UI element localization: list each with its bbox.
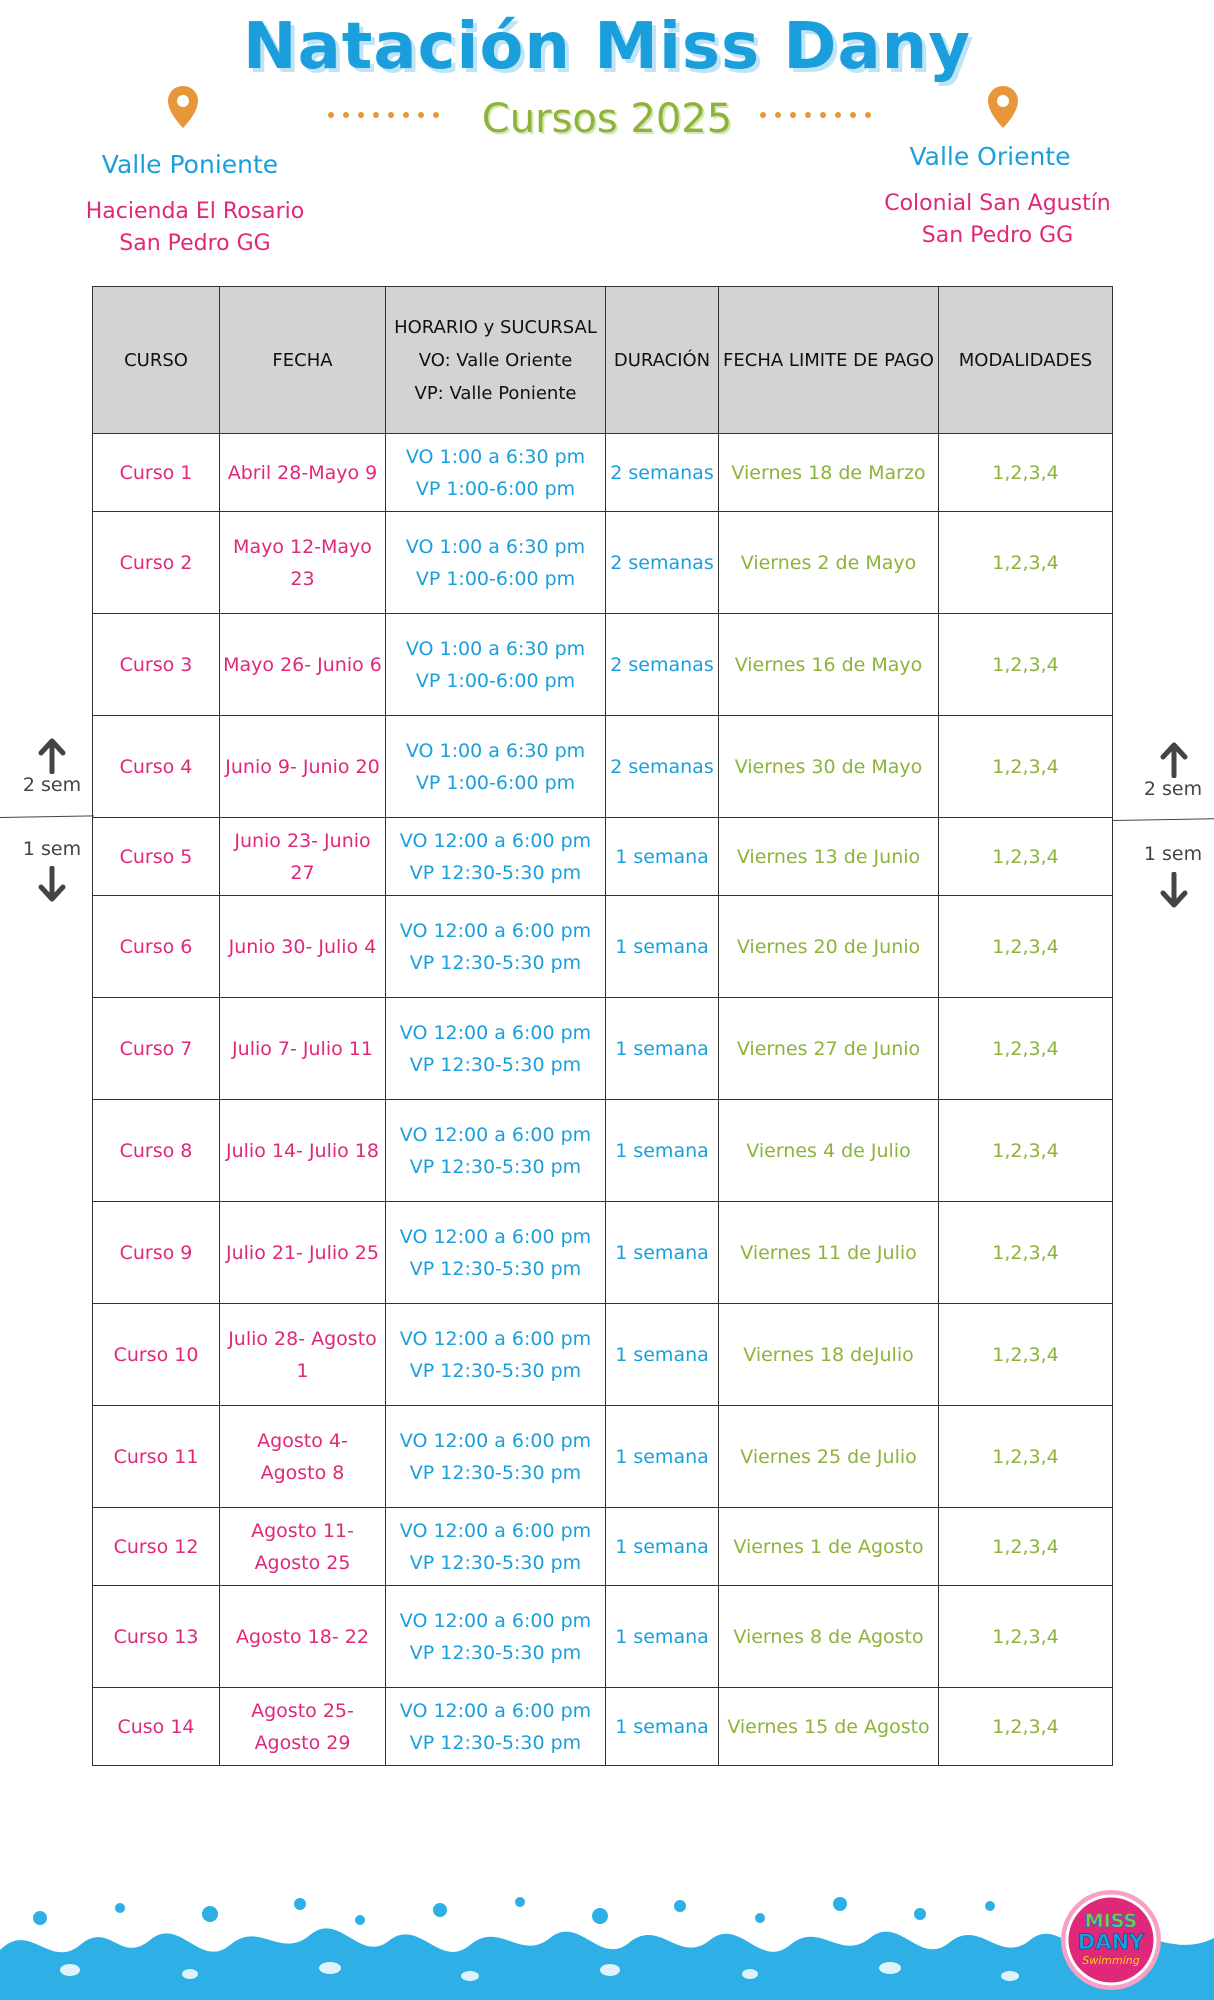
arrow-up-icon bbox=[1159, 742, 1189, 778]
cell-fecha-limite-pago: Viernes 11 de Julio bbox=[719, 1202, 939, 1304]
horario-vp: VP 12:30-5:30 pm bbox=[409, 1461, 582, 1484]
horario-vo: VO 1:00 a 6:30 pm bbox=[405, 739, 586, 762]
svg-text:MISS: MISS bbox=[1084, 1910, 1138, 1932]
cell-modalidades: 1,2,3,4 bbox=[939, 998, 1113, 1100]
location-name-left: Valle Poniente bbox=[101, 150, 279, 179]
cell-horario bbox=[386, 614, 606, 716]
cell-curso: Curso 3 bbox=[93, 614, 220, 716]
cell-fecha-limite-pago: Viernes 1 de Agosto bbox=[719, 1508, 939, 1586]
cell-curso: Curso 13 bbox=[93, 1586, 220, 1688]
cell-duracion: 1 semana bbox=[606, 896, 719, 998]
cell-curso: Curso 5 bbox=[93, 818, 220, 896]
arrow-down-icon bbox=[1159, 872, 1189, 908]
column-header-horario-line2: VO: Valle Oriente bbox=[418, 349, 573, 371]
table-row bbox=[93, 896, 1113, 998]
horario-vp: VP 12:30-5:30 pm bbox=[409, 861, 582, 884]
table-header-row bbox=[93, 287, 1113, 434]
cell-modalidades: 1,2,3,4 bbox=[939, 614, 1113, 716]
table-row bbox=[93, 1688, 1113, 1766]
table-row bbox=[93, 434, 1113, 512]
horario-vp: VP 1:00-6:00 pm bbox=[415, 477, 576, 500]
cell-duracion: 1 semana bbox=[606, 1688, 719, 1766]
cell-fecha: Agosto 25- Agosto 29 bbox=[220, 1688, 386, 1766]
cell-curso: Curso 1 bbox=[93, 434, 220, 512]
cell-fecha-limite-pago: Viernes 2 de Mayo bbox=[719, 512, 939, 614]
table-row bbox=[93, 1202, 1113, 1304]
side-divider-left bbox=[0, 815, 94, 818]
cell-duracion: 2 semanas bbox=[606, 512, 719, 614]
cell-horario bbox=[386, 434, 606, 512]
location-address-left-line2: San Pedro GG bbox=[119, 231, 271, 256]
cell-duracion: 1 semana bbox=[606, 1508, 719, 1586]
cell-horario bbox=[386, 1688, 606, 1766]
cell-curso: Curso 4 bbox=[93, 716, 220, 818]
cell-fecha: Mayo 12-Mayo 23 bbox=[220, 512, 386, 614]
table-row bbox=[93, 1586, 1113, 1688]
cell-curso: Cuso 14 bbox=[93, 1688, 220, 1766]
horario-vp: VP 12:30-5:30 pm bbox=[409, 1053, 582, 1076]
arrow-down-icon bbox=[37, 866, 67, 902]
location-address-right-line2: San Pedro GG bbox=[921, 223, 1074, 248]
dots-divider-left bbox=[326, 105, 446, 125]
cell-modalidades: 1,2,3,4 bbox=[939, 1406, 1113, 1508]
horario-vo: VO 12:00 a 6:00 pm bbox=[399, 1021, 592, 1044]
horario-vp: VP 12:30-5:30 pm bbox=[409, 951, 582, 974]
cell-duracion: 1 semana bbox=[606, 818, 719, 896]
table-row bbox=[93, 512, 1113, 614]
water-splash-decoration bbox=[0, 1890, 1214, 2000]
horario-vo: VO 12:00 a 6:00 pm bbox=[399, 1225, 592, 1248]
cell-fecha-limite-pago: Viernes 13 de Junio bbox=[719, 818, 939, 896]
horario-vo: VO 12:00 a 6:00 pm bbox=[399, 1519, 592, 1542]
cell-duracion: 1 semana bbox=[606, 1304, 719, 1406]
horario-vo: VO 1:00 a 6:30 pm bbox=[405, 637, 586, 660]
cell-duracion: 2 semanas bbox=[606, 434, 719, 512]
cell-fecha: Julio 28- Agosto 1 bbox=[220, 1304, 386, 1406]
cell-fecha: Agosto 4- Agosto 8 bbox=[220, 1406, 386, 1508]
side-marker-1sem-right: 1 sem bbox=[1143, 843, 1203, 865]
cell-horario bbox=[386, 818, 606, 896]
column-header-horario-line1: HORARIO y SUCURSAL bbox=[394, 316, 597, 338]
cell-curso: Curso 7 bbox=[93, 998, 220, 1100]
cell-fecha-limite-pago: Viernes 25 de Julio bbox=[719, 1406, 939, 1508]
cell-fecha: Mayo 26- Junio 6 bbox=[220, 614, 386, 716]
table-row bbox=[93, 818, 1113, 896]
cell-modalidades: 1,2,3,4 bbox=[939, 434, 1113, 512]
table-row bbox=[93, 1304, 1113, 1406]
cell-fecha-limite-pago: Viernes 27 de Junio bbox=[719, 998, 939, 1100]
cell-horario bbox=[386, 1586, 606, 1688]
side-marker-2sem-right: 2 sem bbox=[1143, 778, 1203, 800]
horario-vo: VO 1:00 a 6:30 pm bbox=[405, 535, 586, 558]
cell-modalidades: 1,2,3,4 bbox=[939, 1304, 1113, 1406]
horario-vp: VP 12:30-5:30 pm bbox=[409, 1641, 582, 1664]
cell-modalidades: 1,2,3,4 bbox=[939, 896, 1113, 998]
page-title: Natación Miss Dany bbox=[243, 10, 971, 84]
side-marker-1sem-left: 1 sem bbox=[22, 838, 82, 860]
table-row bbox=[93, 1100, 1113, 1202]
column-header-curso: CURSO bbox=[93, 287, 220, 434]
page-subtitle: Cursos 2025 bbox=[481, 96, 733, 142]
horario-vo: VO 12:00 a 6:00 pm bbox=[399, 919, 592, 942]
cell-fecha: Junio 23- Junio 27 bbox=[220, 818, 386, 896]
cell-fecha: Junio 30- Julio 4 bbox=[220, 896, 386, 998]
cell-fecha: Agosto 18- 22 bbox=[220, 1586, 386, 1688]
cell-horario bbox=[386, 512, 606, 614]
horario-vo: VO 12:00 a 6:00 pm bbox=[399, 1327, 592, 1350]
horario-vp: VP 1:00-6:00 pm bbox=[415, 567, 576, 590]
table-row bbox=[93, 1406, 1113, 1508]
cell-modalidades: 1,2,3,4 bbox=[939, 1586, 1113, 1688]
column-header-horario-line3: VP: Valle Poniente bbox=[414, 382, 577, 404]
table-row bbox=[93, 998, 1113, 1100]
cell-duracion: 1 semana bbox=[606, 1202, 719, 1304]
cell-modalidades: 1,2,3,4 bbox=[939, 716, 1113, 818]
column-header-fecha: FECHA bbox=[220, 287, 386, 434]
cell-horario bbox=[386, 1202, 606, 1304]
horario-vp: VP 12:30-5:30 pm bbox=[409, 1551, 582, 1574]
cell-duracion: 1 semana bbox=[606, 1406, 719, 1508]
cell-horario bbox=[386, 716, 606, 818]
cell-fecha-limite-pago: Viernes 20 de Junio bbox=[719, 896, 939, 998]
horario-vo: VO 1:00 a 6:30 pm bbox=[405, 445, 586, 468]
cell-duracion: 2 semanas bbox=[606, 716, 719, 818]
horario-vp: VP 1:00-6:00 pm bbox=[415, 669, 576, 692]
cell-horario bbox=[386, 1406, 606, 1508]
cell-fecha-limite-pago: Viernes 18 deJulio bbox=[719, 1304, 939, 1406]
horario-vo: VO 12:00 a 6:00 pm bbox=[399, 1429, 592, 1452]
column-header-horario bbox=[386, 287, 606, 434]
arrow-up-icon bbox=[37, 738, 67, 774]
cell-fecha-limite-pago: Viernes 4 de Julio bbox=[719, 1100, 939, 1202]
map-pin-icon bbox=[986, 84, 1020, 130]
side-divider-right bbox=[1112, 818, 1214, 821]
column-header-duracion: DURACIÓN bbox=[606, 287, 719, 434]
table-row bbox=[93, 716, 1113, 818]
location-name-right: Valle Oriente bbox=[909, 142, 1071, 171]
cell-modalidades: 1,2,3,4 bbox=[939, 818, 1113, 896]
cell-fecha-limite-pago: Viernes 18 de Marzo bbox=[719, 434, 939, 512]
cell-curso: Curso 10 bbox=[93, 1304, 220, 1406]
miss-dany-logo bbox=[1058, 1887, 1164, 1993]
table-row bbox=[93, 614, 1113, 716]
cell-duracion: 1 semana bbox=[606, 1100, 719, 1202]
cell-duracion: 1 semana bbox=[606, 1586, 719, 1688]
cell-horario bbox=[386, 896, 606, 998]
cell-fecha-limite-pago: Viernes 15 de Agosto bbox=[719, 1688, 939, 1766]
cell-fecha-limite-pago: Viernes 8 de Agosto bbox=[719, 1586, 939, 1688]
cell-modalidades: 1,2,3,4 bbox=[939, 1508, 1113, 1586]
cell-modalidades: 1,2,3,4 bbox=[939, 1100, 1113, 1202]
cell-duracion: 1 semana bbox=[606, 998, 719, 1100]
cell-curso: Curso 2 bbox=[93, 512, 220, 614]
svg-text:DANY: DANY bbox=[1077, 1930, 1145, 1954]
schedule-table bbox=[92, 286, 1113, 1766]
horario-vp: VP 12:30-5:30 pm bbox=[409, 1257, 582, 1280]
horario-vp: VP 12:30-5:30 pm bbox=[409, 1155, 582, 1178]
cell-horario bbox=[386, 1508, 606, 1586]
cell-curso: Curso 11 bbox=[93, 1406, 220, 1508]
cell-modalidades: 1,2,3,4 bbox=[939, 1688, 1113, 1766]
horario-vp: VP 1:00-6:00 pm bbox=[415, 771, 576, 794]
cell-fecha: Junio 9- Junio 20 bbox=[220, 716, 386, 818]
horario-vo: VO 12:00 a 6:00 pm bbox=[399, 829, 592, 852]
cell-horario bbox=[386, 1304, 606, 1406]
dots-divider-right bbox=[758, 105, 878, 125]
side-marker-2sem-left: 2 sem bbox=[22, 774, 82, 796]
cell-fecha: Julio 14- Julio 18 bbox=[220, 1100, 386, 1202]
cell-fecha-limite-pago: Viernes 16 de Mayo bbox=[719, 614, 939, 716]
cell-modalidades: 1,2,3,4 bbox=[939, 1202, 1113, 1304]
column-header-modalidades: MODALIDADES bbox=[939, 287, 1113, 434]
horario-vo: VO 12:00 a 6:00 pm bbox=[399, 1699, 592, 1722]
cell-curso: Curso 6 bbox=[93, 896, 220, 998]
cell-curso: Curso 9 bbox=[93, 1202, 220, 1304]
cell-duracion: 2 semanas bbox=[606, 614, 719, 716]
location-address-right-line1: Colonial San Agustín bbox=[884, 191, 1111, 216]
map-pin-icon bbox=[166, 84, 200, 130]
column-header-pago: FECHA LIMITE DE PAGO bbox=[719, 287, 939, 434]
horario-vo: VO 12:00 a 6:00 pm bbox=[399, 1609, 592, 1632]
table-row bbox=[93, 1508, 1113, 1586]
cell-fecha-limite-pago: Viernes 30 de Mayo bbox=[719, 716, 939, 818]
cell-modalidades: 1,2,3,4 bbox=[939, 512, 1113, 614]
horario-vp: VP 12:30-5:30 pm bbox=[409, 1359, 582, 1382]
horario-vp: VP 12:30-5:30 pm bbox=[409, 1731, 582, 1754]
cell-fecha: Agosto 11- Agosto 25 bbox=[220, 1508, 386, 1586]
horario-vo: VO 12:00 a 6:00 pm bbox=[399, 1123, 592, 1146]
cell-fecha: Abril 28-Mayo 9 bbox=[220, 434, 386, 512]
svg-text:Swimming: Swimming bbox=[1082, 1954, 1140, 1967]
cell-curso: Curso 8 bbox=[93, 1100, 220, 1202]
location-address-left-line1: Hacienda El Rosario bbox=[85, 199, 305, 224]
cell-horario bbox=[386, 998, 606, 1100]
cell-fecha: Julio 21- Julio 25 bbox=[220, 1202, 386, 1304]
cell-horario bbox=[386, 1100, 606, 1202]
cell-fecha: Julio 7- Julio 11 bbox=[220, 998, 386, 1100]
cell-curso: Curso 12 bbox=[93, 1508, 220, 1586]
